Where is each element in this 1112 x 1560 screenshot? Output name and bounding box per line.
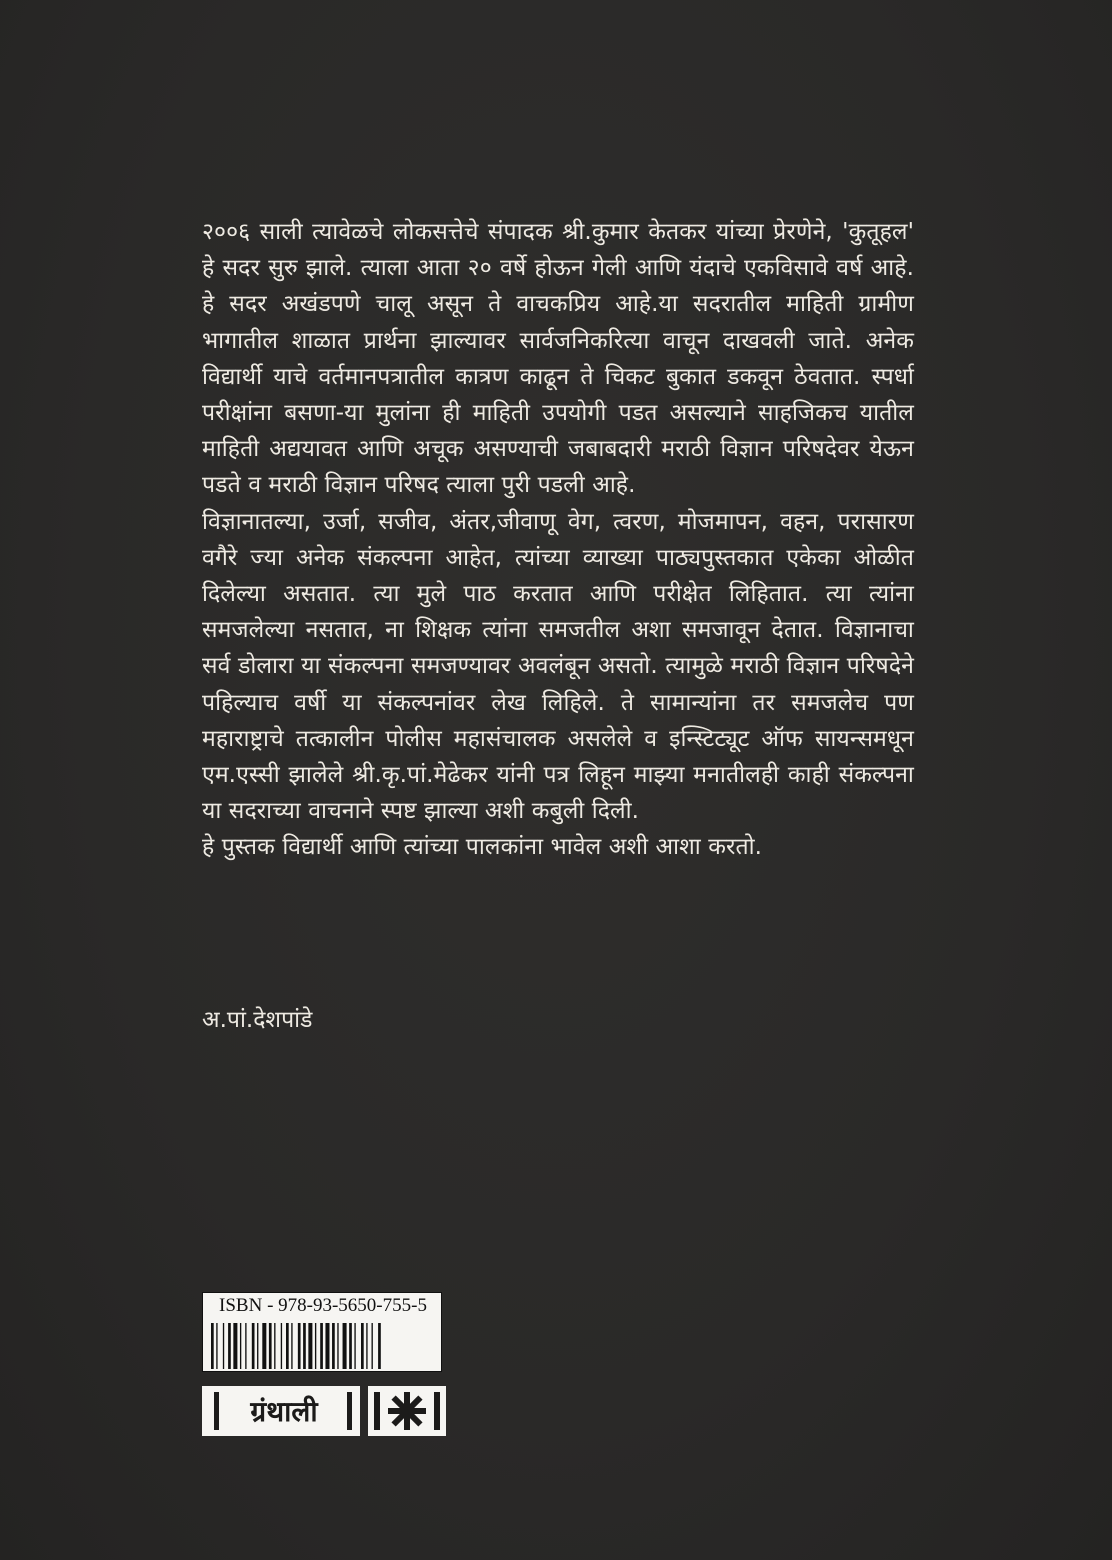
- publisher-name-panel: [202, 1386, 360, 1436]
- author-signature: अ.पां.देशपांडे: [202, 1007, 313, 1033]
- publisher-emblem-icon: [368, 1386, 446, 1436]
- isbn-number: ISBN - 978-93-5650-755-5: [219, 1295, 427, 1316]
- blurb-paragraph-3: हे पुस्तक विद्यार्थी आणि त्यांच्या पालकांना भावेल अशी आशा करतो.: [202, 834, 763, 861]
- publisher-logo: [202, 1386, 446, 1436]
- publisher-name: ग्रंथाली: [250, 1395, 318, 1428]
- blurb-paragraph-2: विज्ञानातल्या, उर्जा, सजीव, अंतर,जीवाणू वेग, त्वरण, मोजमापन, वहन, परासारण वगैरे ज्या अनेक संकल्पना आहेत, त्यांच्या व्याख्या पाठ्यपुस्तकात एकेका ओळीत दिलेल्या असतात. त्या मुले पाठ करतात आणि परीक्षेत लिहितात. त्या त्यांना समजलेल्या नसतात, ना शिक्षक त्यांना समजतील अशा समजावून देतात. विज्ञानाचा सर्व डोलारा या संकल्पना समजण्यावर अवलंबून असतो. त्यामुळे मराठी विज्ञान परिषदेने पहिल्याच वर्षी या संकल्पनांवर लेख लिहिले. ते सामान्यांना तर समजलेच पण महाराष्ट्राचे तत्कालीन पोलीस महासंचालक असलेले व इन्स्टिट्यूट ऑफ सायन्समधून एम.एस्सी झालेले श्री.कृ.पां.मेढेकर यांनी पत्र लिहून माझ्या मनातीलही काही संकल्पना या सदराच्या वाचनाने स्पष्ट झाल्या अशी कबुली दिली.: [202, 508, 914, 825]
- blurb-text: [202, 214, 914, 866]
- isbn-barcode: [202, 1292, 442, 1372]
- blurb-paragraph-1: २००६ साली त्यावेळचे लोकसत्तेचे संपादक श्री.कुमार केतकर यांच्या प्रेरणेने, 'कुतूहल' हे सदर सुरु झाले. त्याला आता २० वर्षे होऊन गेली आणि यंदाचे एकविसावे वर्ष आहे. हे सदर अखंडपणे चालू असून ते वाचकप्रिय आहे.या सदरातील माहिती ग्रामीण भागातील शाळात प्रार्थना झाल्यावर सार्वजनिकरित्या वाचून दाखवली जाते. अनेक विद्यार्थी याचे वर्तमानपत्रातील कात्रण काढून ते चिकट बुकात डकवून ठेवतात. स्पर्धा परीक्षांना बसणा-या मुलांना ही माहिती उपयोगी पडत असल्याने साहजिकच यातील माहिती अद्ययावत आणि अचूक असण्याची जबाबदारी मराठी विज्ञान परिषदेवर येऊन पडते व मराठी विज्ञान परिषद त्याला पुरी पडली आहे.: [202, 219, 914, 499]
- barcode-bars: [209, 1323, 437, 1369]
